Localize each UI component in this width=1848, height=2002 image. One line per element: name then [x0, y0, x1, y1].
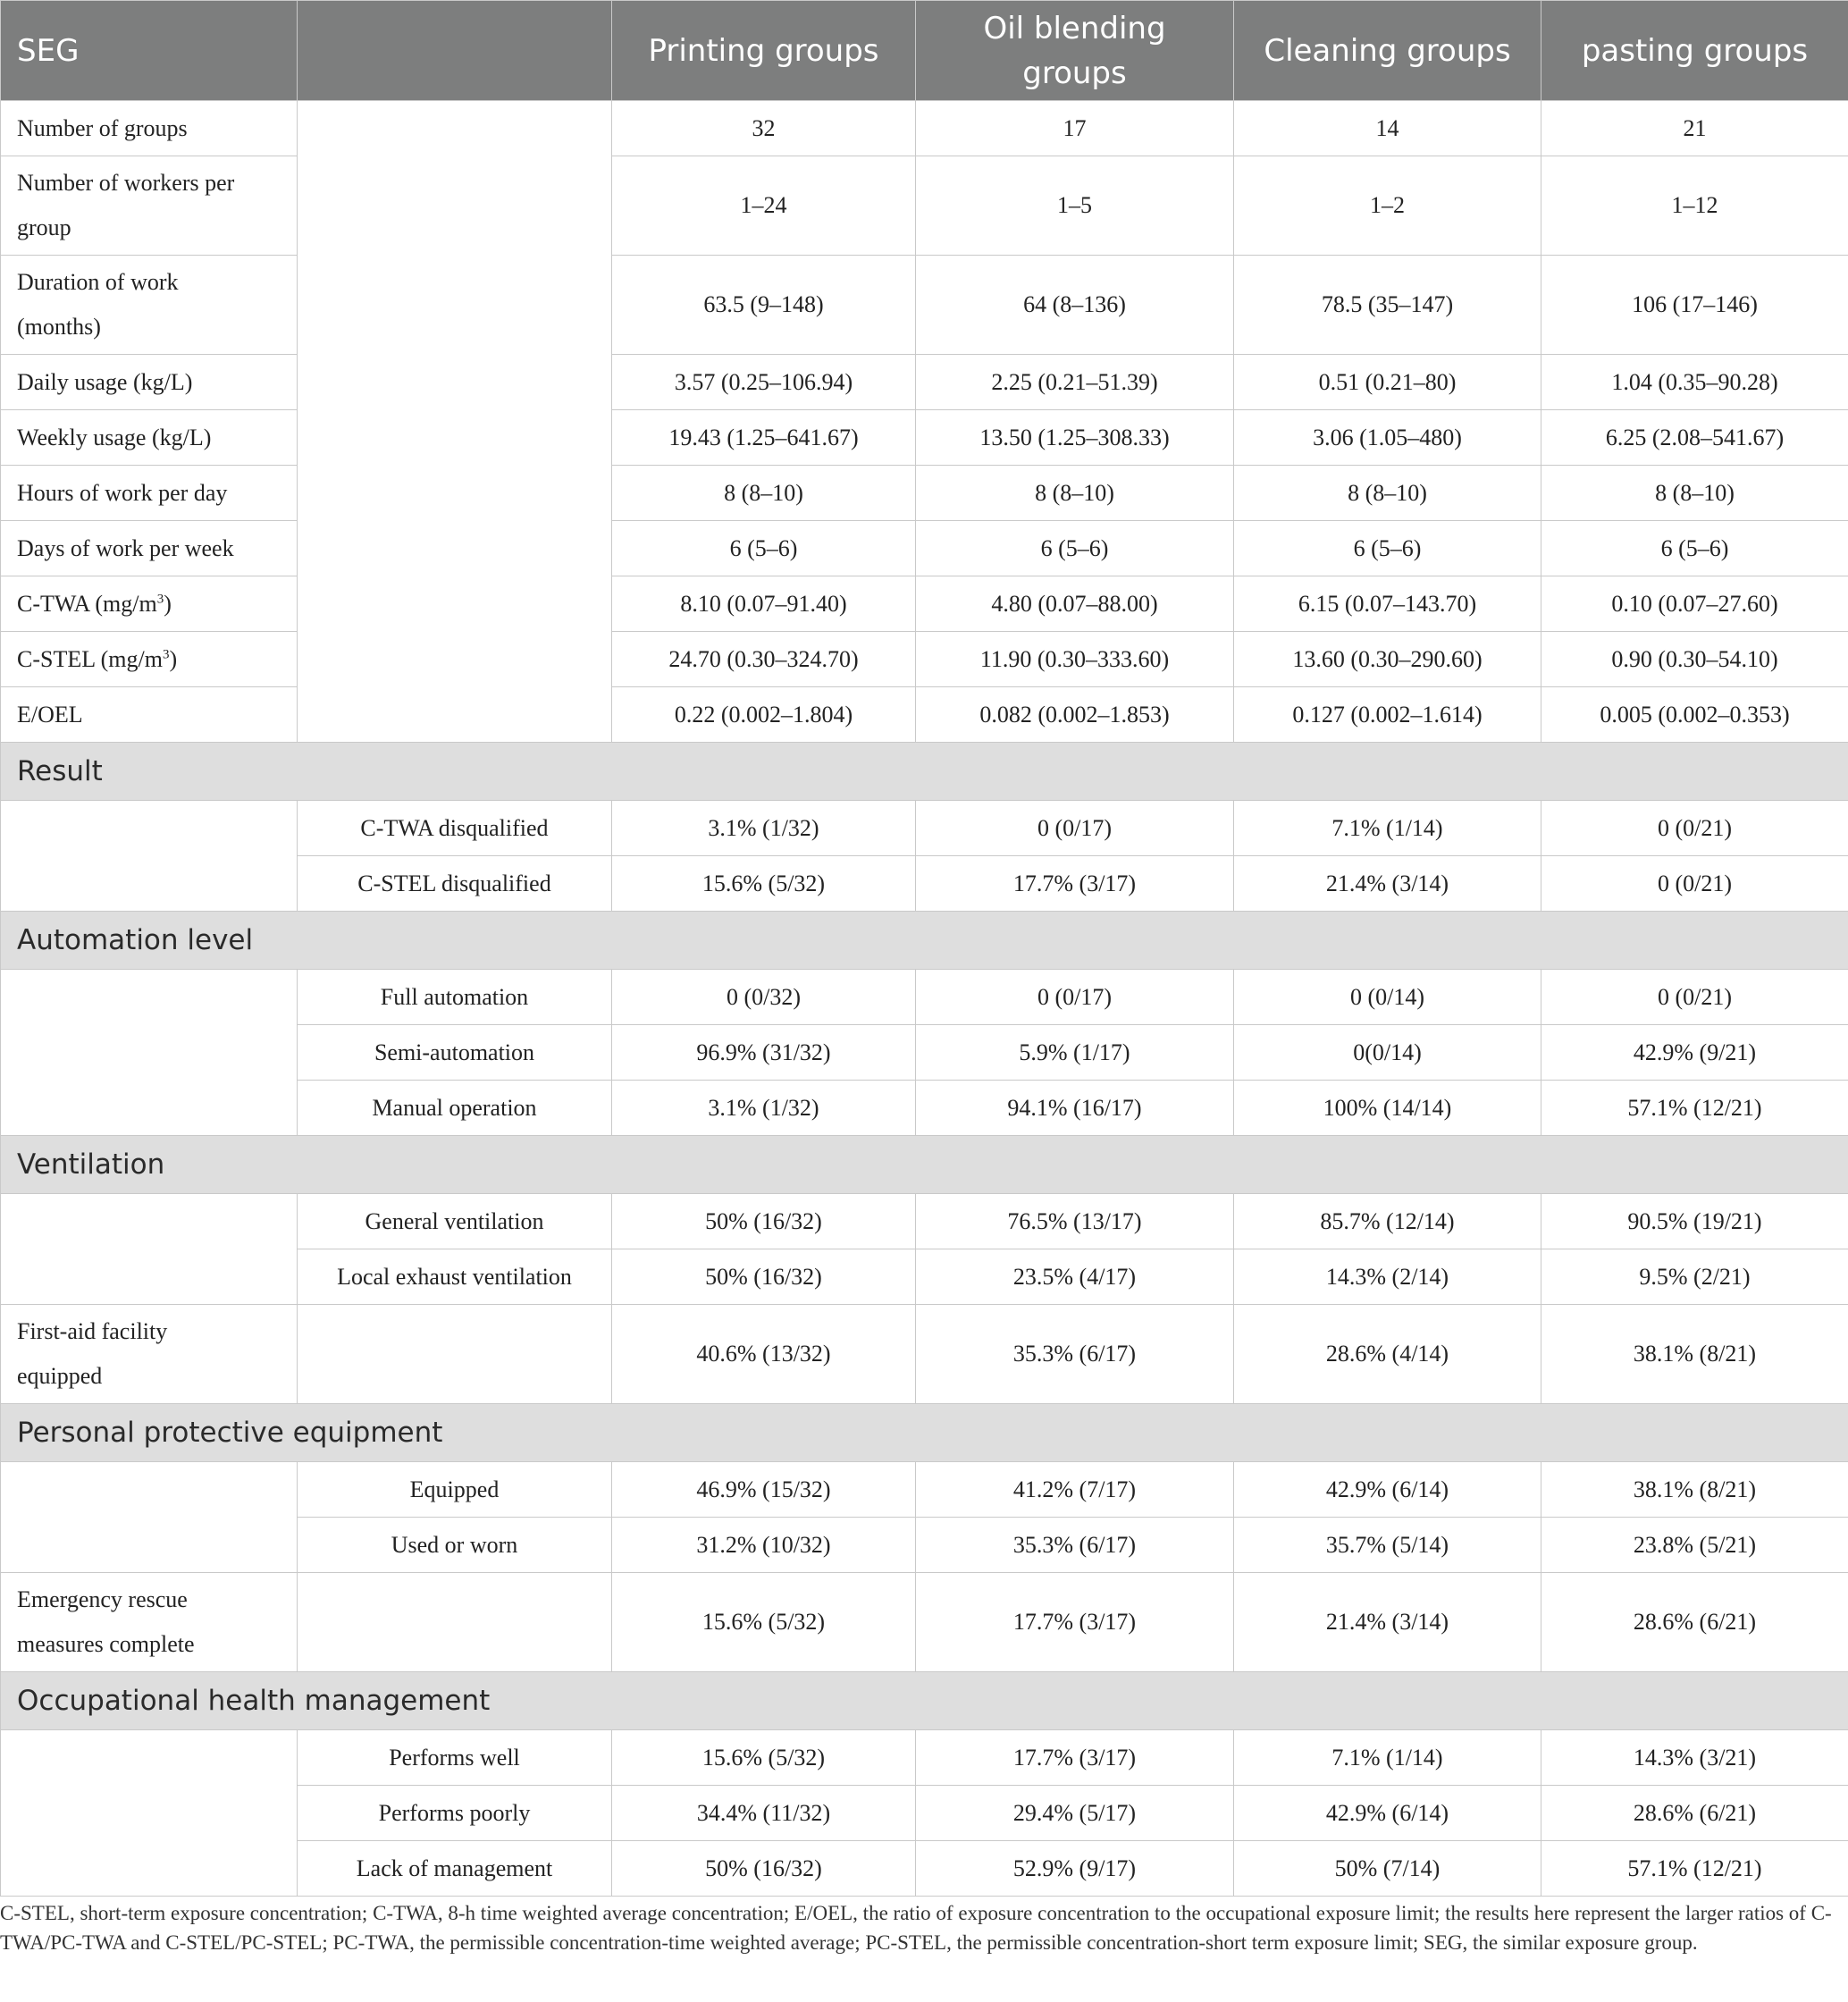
cell-pasting: 28.6% (6/21): [1541, 1573, 1848, 1672]
row-sublabel: Semi-automation: [298, 1025, 612, 1081]
section-title: Ventilation: [1, 1136, 1848, 1194]
table-row: [1, 632, 1848, 687]
header-pasting: pasting groups: [1541, 1, 1848, 101]
cell-pasting: 6 (5–6): [1541, 521, 1848, 576]
cell-oil: 0 (0/17): [916, 970, 1234, 1025]
cell-printing: 15.6% (5/32): [612, 1573, 916, 1672]
section-title: Result: [1, 743, 1848, 801]
table-row: [1, 466, 1848, 521]
section-row-ohm: [1, 1672, 1848, 1730]
cell-pasting: 90.5% (19/21): [1541, 1194, 1848, 1249]
row-label-line2: measures complete: [17, 1631, 195, 1657]
cell-cleaning: 7.1% (1/14): [1234, 1730, 1541, 1786]
cell-oil: 0.082 (0.002–1.853): [916, 687, 1234, 743]
row-sublabel: C-STEL disqualified: [298, 856, 612, 912]
cell-pasting: 0.90 (0.30–54.10): [1541, 632, 1848, 687]
cell-printing: 24.70 (0.30–324.70): [612, 632, 916, 687]
cell-pasting: 0 (0/21): [1541, 801, 1848, 856]
cell-cleaning: 100% (14/14): [1234, 1081, 1541, 1136]
cell-cleaning: 0.51 (0.21–80): [1234, 355, 1541, 410]
table-row: [1, 521, 1848, 576]
cell-pasting: 0.005 (0.002–0.353): [1541, 687, 1848, 743]
cell-printing: 19.43 (1.25–641.67): [612, 410, 916, 466]
row-sublabel: Lack of management: [298, 1841, 612, 1897]
row-label: Hours of work per day: [1, 466, 298, 521]
cell-printing: 6 (5–6): [612, 521, 916, 576]
header-oil-line1: Oil blending: [983, 10, 1166, 46]
row-label-line2: (months): [17, 314, 101, 340]
row-label: [1, 1305, 298, 1404]
cell-pasting: 14.3% (3/21): [1541, 1730, 1848, 1786]
cell-pasting: 21: [1541, 101, 1848, 156]
row-sublabel: Performs well: [298, 1730, 612, 1786]
cell-printing: 0.22 (0.002–1.804): [612, 687, 916, 743]
row-label-text: C-TWA (mg/m: [17, 590, 157, 617]
cell-pasting: 1–12: [1541, 156, 1848, 256]
cell-cleaning: 7.1% (1/14): [1234, 801, 1541, 856]
cell-pasting: 28.6% (6/21): [1541, 1786, 1848, 1841]
cell-oil: 17.7% (3/17): [916, 1730, 1234, 1786]
cell-oil: 76.5% (13/17): [916, 1194, 1234, 1249]
cell-cleaning: 14: [1234, 101, 1541, 156]
cell-oil: 41.2% (7/17): [916, 1462, 1234, 1518]
cell-printing: 40.6% (13/32): [612, 1305, 916, 1404]
group-blank-cell: [1, 970, 298, 1136]
row-label-line2: group: [17, 214, 71, 240]
table-row: [1, 355, 1848, 410]
cell-cleaning: 6 (5–6): [1234, 521, 1541, 576]
table-row: [1, 1573, 1848, 1672]
table-row: [1, 1305, 1848, 1404]
cell-printing: 96.9% (31/32): [612, 1025, 916, 1081]
cell-oil: 17.7% (3/17): [916, 856, 1234, 912]
cell-oil: 11.90 (0.30–333.60): [916, 632, 1234, 687]
cell-oil: 8 (8–10): [916, 466, 1234, 521]
cell-pasting: 38.1% (8/21): [1541, 1462, 1848, 1518]
row-label-line2: equipped: [17, 1363, 103, 1389]
cell-printing: 50% (16/32): [612, 1194, 916, 1249]
table-footnote: C-STEL, short-term exposure concentration; C-TWA, 8-h time weighted average concentration; E/OEL, the ratio of exposure concentration to the occupational exposure limit; the results here represent the larger ratios of C-TWA/PC-TWA and C-STEL/PC-STEL; PC-TWA, the permissible concentration-time weighted average; PC-STEL, the permissible concentration-short term exposure limit; SEG, the similar exposure group.: [0, 1902, 1832, 1954]
cell-oil: 29.4% (5/17): [916, 1786, 1234, 1841]
cell-printing: 50% (16/32): [612, 1841, 916, 1897]
cell-cleaning: 13.60 (0.30–290.60): [1234, 632, 1541, 687]
header-seg: SEG: [1, 1, 298, 101]
row-label-superscript: 3: [162, 646, 170, 661]
cell-printing: 3.1% (1/32): [612, 801, 916, 856]
table-row: [1, 687, 1848, 743]
section-row-ventilation: [1, 1136, 1848, 1194]
cell-pasting: 8 (8–10): [1541, 466, 1848, 521]
row-label-line1: Number of workers per: [17, 170, 235, 196]
header-oil-line2: groups: [1022, 55, 1127, 91]
header-oil-blending: [916, 1, 1234, 101]
row-sublabel: Performs poorly: [298, 1786, 612, 1841]
cell-oil: 6 (5–6): [916, 521, 1234, 576]
section-row-result: [1, 743, 1848, 801]
row-sublabel: C-TWA disqualified: [298, 801, 612, 856]
row-label: Number of groups: [1, 101, 298, 156]
cell-cleaning: 0 (0/14): [1234, 970, 1541, 1025]
cell-oil: 35.3% (6/17): [916, 1518, 1234, 1573]
row-label: [1, 632, 298, 687]
blank-cell: [298, 1573, 612, 1672]
cell-cleaning: 21.4% (3/14): [1234, 1573, 1541, 1672]
row-label: E/OEL: [1, 687, 298, 743]
cell-pasting: 9.5% (2/21): [1541, 1249, 1848, 1305]
cell-pasting: 23.8% (5/21): [1541, 1518, 1848, 1573]
cell-pasting: 38.1% (8/21): [1541, 1305, 1848, 1404]
table-row: [1, 410, 1848, 466]
cell-cleaning: 3.06 (1.05–480): [1234, 410, 1541, 466]
row-label: [1, 576, 298, 632]
cell-oil: 94.1% (16/17): [916, 1081, 1234, 1136]
cell-printing: 1–24: [612, 156, 916, 256]
row-label: [1, 1573, 298, 1672]
cell-cleaning: 35.7% (5/14): [1234, 1518, 1541, 1573]
cell-printing: 50% (16/32): [612, 1249, 916, 1305]
cell-oil: 4.80 (0.07–88.00): [916, 576, 1234, 632]
cell-cleaning: 6.15 (0.07–143.70): [1234, 576, 1541, 632]
cell-cleaning: 21.4% (3/14): [1234, 856, 1541, 912]
row-label: [1, 156, 298, 256]
row-label: [1, 256, 298, 355]
cell-pasting: 6.25 (2.08–541.67): [1541, 410, 1848, 466]
overview-blank-cell: [298, 101, 612, 743]
cell-cleaning: 42.9% (6/14): [1234, 1462, 1541, 1518]
cell-oil: 17.7% (3/17): [916, 1573, 1234, 1672]
row-sublabel: General ventilation: [298, 1194, 612, 1249]
cell-pasting: 1.04 (0.35–90.28): [1541, 355, 1848, 410]
cell-oil: 1–5: [916, 156, 1234, 256]
table-row: [1, 1462, 1848, 1518]
row-sublabel: Full automation: [298, 970, 612, 1025]
group-blank-cell: [1, 801, 298, 912]
cell-printing: 15.6% (5/32): [612, 856, 916, 912]
row-label-text: C-STEL (mg/m: [17, 645, 163, 672]
row-sublabel: Equipped: [298, 1462, 612, 1518]
cell-printing: 63.5 (9–148): [612, 256, 916, 355]
cell-oil: 52.9% (9/17): [916, 1841, 1234, 1897]
group-blank-cell: [1, 1730, 298, 1897]
table-row: [1, 576, 1848, 632]
cell-printing: 0 (0/32): [612, 970, 916, 1025]
cell-printing: 3.1% (1/32): [612, 1081, 916, 1136]
header-blank: [298, 1, 612, 101]
section-title: Automation level: [1, 912, 1848, 970]
cell-cleaning: 42.9% (6/14): [1234, 1786, 1541, 1841]
cell-pasting: 0.10 (0.07–27.60): [1541, 576, 1848, 632]
cell-oil: 35.3% (6/17): [916, 1305, 1234, 1404]
cell-pasting: 57.1% (12/21): [1541, 1841, 1848, 1897]
header-printing: Printing groups: [612, 1, 916, 101]
table-row: [1, 801, 1848, 856]
table-header: [1, 1, 1848, 101]
section-title: Personal protective equipment: [1, 1404, 1848, 1462]
cell-oil: 23.5% (4/17): [916, 1249, 1234, 1305]
group-blank-cell: [1, 1194, 298, 1305]
group-blank-cell: [1, 1462, 298, 1573]
cell-cleaning: 85.7% (12/14): [1234, 1194, 1541, 1249]
cell-oil: 17: [916, 101, 1234, 156]
cell-pasting: 57.1% (12/21): [1541, 1081, 1848, 1136]
row-label-close: ): [169, 645, 178, 672]
row-label-line1: Duration of work: [17, 269, 179, 295]
cell-printing: 46.9% (15/32): [612, 1462, 916, 1518]
table-row: [1, 1730, 1848, 1786]
section-title: Occupational health management: [1, 1672, 1848, 1730]
row-label-close: ): [164, 590, 172, 617]
table-row: [1, 156, 1848, 256]
cell-printing: 31.2% (10/32): [612, 1518, 916, 1573]
section-row-automation: [1, 912, 1848, 970]
row-sublabel: Used or worn: [298, 1518, 612, 1573]
cell-printing: 15.6% (5/32): [612, 1730, 916, 1786]
cell-oil: 64 (8–136): [916, 256, 1234, 355]
cell-cleaning: 8 (8–10): [1234, 466, 1541, 521]
blank-cell: [298, 1305, 612, 1404]
cell-cleaning: 28.6% (4/14): [1234, 1305, 1541, 1404]
cell-printing: 8 (8–10): [612, 466, 916, 521]
cell-pasting: 42.9% (9/21): [1541, 1025, 1848, 1081]
row-label-superscript: 3: [156, 591, 164, 606]
header-cleaning: Cleaning groups: [1234, 1, 1541, 101]
table-row: [1, 1194, 1848, 1249]
table-row: [1, 101, 1848, 156]
cell-oil: 2.25 (0.21–51.39): [916, 355, 1234, 410]
cell-cleaning: 0(0/14): [1234, 1025, 1541, 1081]
cell-printing: 3.57 (0.25–106.94): [612, 355, 916, 410]
cell-printing: 8.10 (0.07–91.40): [612, 576, 916, 632]
cell-pasting: 106 (17–146): [1541, 256, 1848, 355]
cell-oil: 5.9% (1/17): [916, 1025, 1234, 1081]
cell-cleaning: 1–2: [1234, 156, 1541, 256]
section-row-ppe: [1, 1404, 1848, 1462]
row-label: Daily usage (kg/L): [1, 355, 298, 410]
cell-pasting: 0 (0/21): [1541, 856, 1848, 912]
row-label-line1: First-aid facility: [17, 1318, 168, 1344]
cell-printing: 34.4% (11/32): [612, 1786, 916, 1841]
row-label: Weekly usage (kg/L): [1, 410, 298, 466]
table-row: [1, 970, 1848, 1025]
row-label-line1: Emergency rescue: [17, 1586, 188, 1612]
cell-cleaning: 14.3% (2/14): [1234, 1249, 1541, 1305]
row-sublabel: Manual operation: [298, 1081, 612, 1136]
row-sublabel: Local exhaust ventilation: [298, 1249, 612, 1305]
cell-cleaning: 0.127 (0.002–1.614): [1234, 687, 1541, 743]
cell-printing: 32: [612, 101, 916, 156]
cell-cleaning: 78.5 (35–147): [1234, 256, 1541, 355]
cell-pasting: 0 (0/21): [1541, 970, 1848, 1025]
cell-cleaning: 50% (7/14): [1234, 1841, 1541, 1897]
row-label: Days of work per week: [1, 521, 298, 576]
cell-oil: 0 (0/17): [916, 801, 1234, 856]
table-row: [1, 256, 1848, 355]
cell-oil: 13.50 (1.25–308.33): [916, 410, 1234, 466]
